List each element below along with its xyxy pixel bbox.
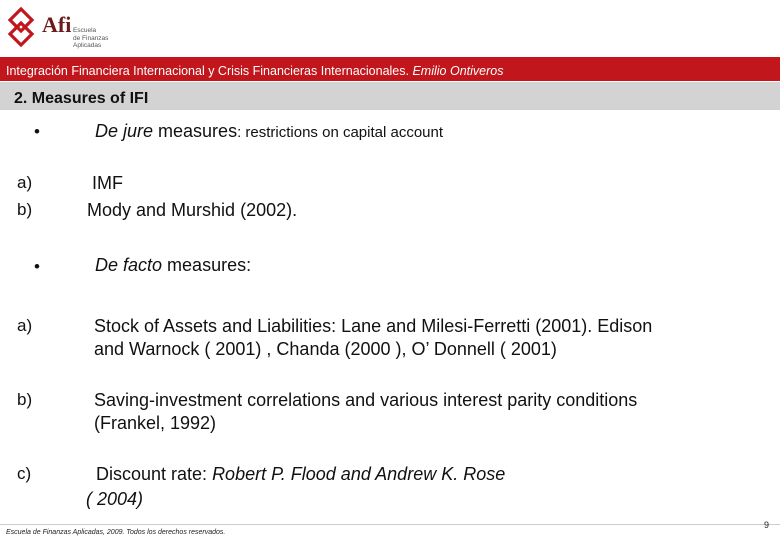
list-item: Discount rate: Robert P. Flood and Andrew K. Rose	[96, 464, 506, 484]
bullet-de-jure: •	[34, 122, 40, 141]
logo-name: Afi	[42, 12, 72, 37]
de-jure-heading: De jure measures: restrictions on capital account	[95, 121, 444, 141]
footer-divider	[0, 524, 780, 525]
list-marker: c)	[17, 464, 32, 483]
list-marker: b)	[17, 390, 33, 409]
footer-copyright: Escuela de Finanzas Aplicadas, 2009. Todos los derechos reservados.	[6, 529, 226, 536]
course-title: Integración Financiera Internacional y Crisis Financieras Internacionales.	[6, 64, 409, 78]
header-title	[6, 64, 503, 78]
list-marker: b)	[17, 200, 33, 219]
list-marker: a)	[17, 173, 33, 192]
header-author: Emilio Ontiveros	[412, 64, 504, 78]
section-title: 2. Measures of IFI	[14, 90, 149, 107]
list-item: Stock of Assets and Liabilities: Lane and Milesi-Ferretti (2001). Edison	[94, 316, 653, 336]
de-facto-heading: De facto measures:	[95, 255, 252, 275]
logo-subtitle: Escuela de Finanzas Aplicadas	[73, 27, 109, 49]
page-number: 9	[764, 520, 770, 530]
list-marker: a)	[17, 316, 33, 335]
list-item-continued: ( 2004)	[86, 489, 144, 509]
bullet-de-facto: •	[34, 257, 40, 276]
list-item: Mody and Murshid (2002).	[87, 200, 298, 220]
list-item-continued: and Warnock ( 2001) , Chanda (2000 ), O’ Donnell ( 2001)	[94, 339, 557, 359]
list-item: IMF	[92, 173, 123, 193]
list-item-continued: (Frankel, 1992)	[94, 413, 217, 433]
afi-logo-icon	[6, 6, 36, 48]
list-item: Saving-investment correlations and various interest parity conditions	[94, 390, 638, 410]
